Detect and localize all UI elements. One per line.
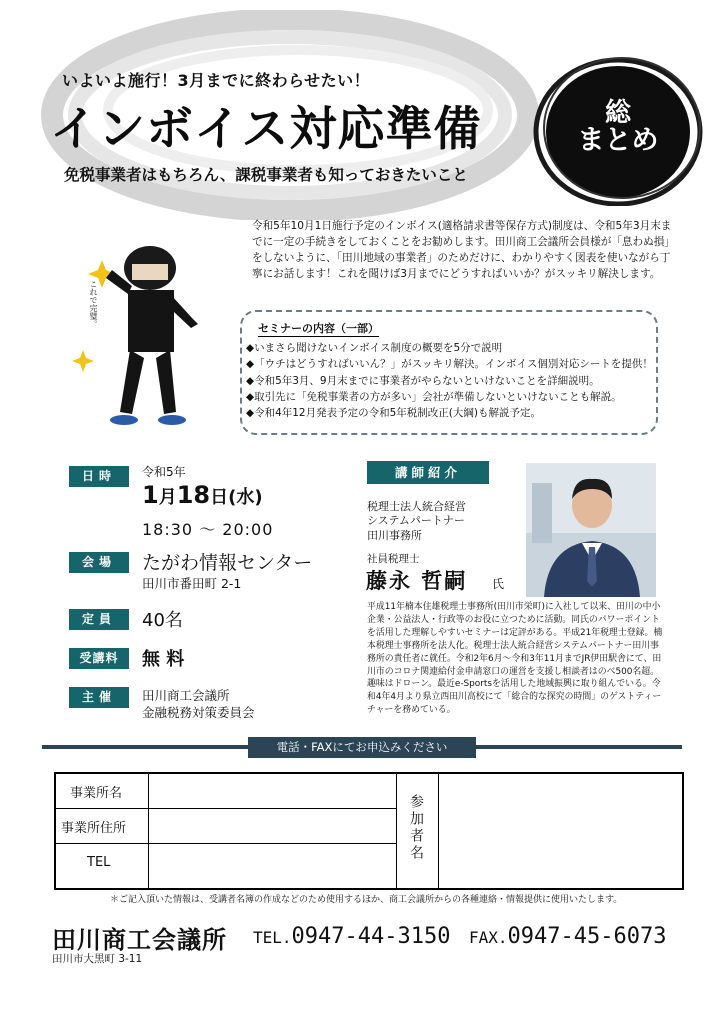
form-row-divider — [56, 808, 396, 809]
tel-value: 0947-44-3150 — [291, 924, 451, 949]
venue-name: たがわ情報センター — [142, 552, 313, 574]
lecturer-honorific: 氏 — [492, 577, 505, 591]
capacity-label: 定員 — [69, 609, 129, 630]
tel-field[interactable] — [150, 845, 395, 887]
host-label: 主催 — [69, 687, 129, 708]
lecturer-firm — [367, 500, 466, 543]
seminar-list — [246, 340, 656, 421]
mascot-caption: これで完璧。 — [89, 280, 98, 328]
business-name-label: 事業所名 — [70, 786, 123, 801]
date-day: 18 — [176, 481, 211, 509]
venue-address: 田川市番田町 2-1 — [142, 576, 242, 591]
business-address-label: 事業所住所 — [61, 821, 127, 836]
fee-label: 受講料 — [69, 648, 129, 669]
summary-badge-line1: 総 — [604, 98, 631, 128]
privacy-note: ＊ご記入頂いた情報は、受講者名簿の作成などのため使用するほか、商工会議所からの各種連絡・情報提供に使用いたします。 — [110, 895, 623, 905]
participant-label: 参加者名 — [408, 794, 424, 862]
fee-value: 無 料 — [142, 649, 185, 670]
venue-label: 会場 — [69, 552, 129, 573]
fax-number — [469, 924, 666, 949]
form-col-divider — [148, 774, 149, 888]
capacity-value: 40名 — [142, 610, 183, 631]
tel-prefix: TEL. — [253, 928, 292, 947]
lecturer-role: 社員税理士 — [367, 553, 420, 565]
fax-value: 0947-45-6073 — [507, 924, 667, 949]
date-month-unit: 月 — [158, 487, 177, 508]
firm-line2: システムパートナー — [367, 514, 465, 528]
event-date — [142, 481, 263, 509]
mascot-illustration — [70, 240, 210, 440]
firm-line3: 田川事務所 — [367, 528, 422, 542]
seminar-item: ◆取引先に「免税事業者の方が多い」会社が準備しないといけないことも解説。 — [246, 390, 622, 403]
firm-line1: 税理士法人統合経営 — [367, 500, 466, 513]
participant-field[interactable] — [440, 776, 682, 888]
lecturer-bio: 平成11年楠本住雄税理士事務所(田川市栄町)に入社して以来、田川の中小企業・公益法人・行政等のお役に立つために活動。同氏のパワーポイントを活用した理解しやすいセミナーは定評がある。平成21年税理士登録。楠本税理士事務所を法人化。税理士法人統合経営システムパートナー田川事務所の責任者に就任。令和2年6月～令和3年11月までJR伊田駅舎にて、田川市のコロナ関連給付金申請窓口の運営を支援し相談者はのべ500名超。趣味はドローン。最近e-Sportsを活用した地域振興に取り組んでいる。令和4年4月より県立西田川高校にて「総合的な探究の時間」のゲストティーチャーを務めている。 — [367, 602, 663, 716]
page-subtitle: 免税事業者はもちろん、課税事業者も知っておきたいこと — [64, 166, 468, 184]
form-col-divider — [438, 774, 439, 888]
tel-number — [253, 924, 450, 949]
organization-name: 田川商工会議所 — [52, 926, 227, 954]
seminar-item: ◆令和4年12月発表予定の令和5年税制改正(大綱)も解説予定。 — [246, 407, 541, 420]
form-row-divider — [56, 843, 396, 844]
lecturer-photo — [526, 463, 656, 597]
date-era: 令和5年 — [142, 465, 186, 479]
tagline: いよいよ施行！3月までに終わらせたい！ — [62, 71, 371, 90]
organization-address: 田川市大黒町 3-11 — [52, 953, 143, 965]
event-time: 18:30 ～ 20:00 — [142, 520, 274, 539]
seminar-item: ◆いまさら聞けないインボイス制度の概要を5分で説明 — [246, 342, 503, 354]
application-banner: 電話・FAXにてお申込みください — [248, 737, 476, 758]
business-name-field[interactable] — [150, 776, 395, 807]
date-day-unit: 日 — [210, 487, 229, 508]
form-col-divider — [396, 774, 397, 888]
host-line1: 田川商工会議所 — [142, 688, 230, 703]
summary-badge-line2: まとめ — [577, 125, 659, 157]
tel-label: TEL — [87, 855, 111, 870]
fax-prefix: FAX. — [469, 928, 508, 947]
lecturer-label: 講師紹介 — [367, 461, 489, 484]
page-title: インボイス対応準備 — [50, 102, 482, 157]
summary-badge — [553, 100, 683, 156]
business-address-field[interactable] — [150, 810, 395, 842]
date-weekday: (水) — [228, 487, 263, 508]
seminar-item: ◆令和5年3月、9月末までに事業者がやらないといけないことを詳細説明。 — [246, 374, 600, 387]
seminar-item: ◆「ウチはどうすればいいん？」がスッキリ解決。インボイス個別対応シートを提供！ — [246, 358, 653, 371]
intro-text: 令和5年10月1日施行予定のインボイス(適格請求書等保存方式)制度は、令和5年3月末までに一定の手続きをしておくことをお勧めします。田川商工会議所会員様が「息わぬ損」をしないように、「田川地域の事業者」のためだけに、わかりやすく図表を使いながら丁寧にお話します！これを聞けば3月までにどうすればいいか？がスッキリ解決します。 — [252, 220, 672, 281]
host-line2: 金融税務対策委員会 — [142, 705, 255, 720]
lecturer-name: 藤永 哲嗣 — [366, 569, 468, 593]
date-label: 日時 — [69, 466, 129, 487]
date-month: 1 — [142, 481, 159, 509]
seminar-heading: セミナーの内容（一部） — [258, 322, 379, 335]
